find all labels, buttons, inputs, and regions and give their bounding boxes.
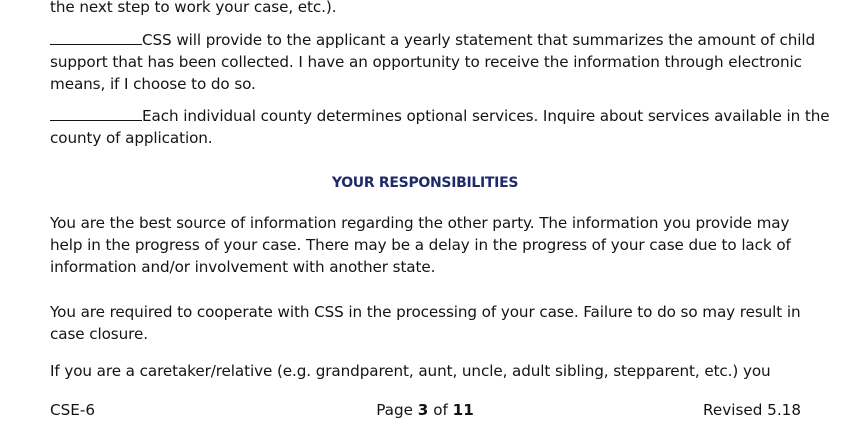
paragraph-line: You are the best source of information regarding the other party. The information you provide may bbox=[50, 214, 790, 232]
paragraph-line: Each individual county determines optional services. Inquire about services available in the bbox=[142, 107, 830, 125]
paragraph-line: the next step to work your case, etc.). bbox=[50, 0, 337, 16]
section-heading: YOUR RESPONSIBILITIES bbox=[331, 175, 519, 191]
paragraph-line: You are required to cooperate with CSS in the processing of your case. Failure to do so may result in bbox=[50, 303, 801, 321]
acknowledgement-item-optional-services bbox=[50, 105, 829, 127]
page-current: 3 bbox=[417, 401, 429, 419]
paragraph-line: support that has been collected. I have an opportunity to receive the information through electronic bbox=[50, 53, 802, 71]
paragraph-line: If you are a caretaker/relative (e.g. grandparent, aunt, uncle, adult sibling, stepparent, etc.) you bbox=[50, 362, 771, 380]
form-code: CSE-6 bbox=[50, 401, 95, 419]
paragraph-line: help in the progress of your case. There may be a delay in the progress of your case due to lack of bbox=[50, 236, 791, 254]
paragraph-line: CSS will provide to the applicant a yearly statement that summarizes the amount of child bbox=[142, 31, 815, 49]
initials-blank-line[interactable] bbox=[50, 29, 142, 45]
paragraph-line: information and/or involvement with another state. bbox=[50, 258, 436, 276]
initials-blank-line[interactable] bbox=[50, 105, 142, 121]
page-word: Page bbox=[376, 401, 413, 419]
paragraph-line: case closure. bbox=[50, 325, 148, 343]
paragraph-line: means, if I choose to do so. bbox=[50, 75, 256, 93]
paragraph-line: county of application. bbox=[50, 129, 213, 147]
revision-label: Revised 5.18 bbox=[703, 401, 801, 419]
acknowledgement-item-yearly-statement bbox=[50, 29, 815, 51]
page-total: 11 bbox=[452, 401, 474, 419]
page-of-word: of bbox=[433, 401, 448, 419]
